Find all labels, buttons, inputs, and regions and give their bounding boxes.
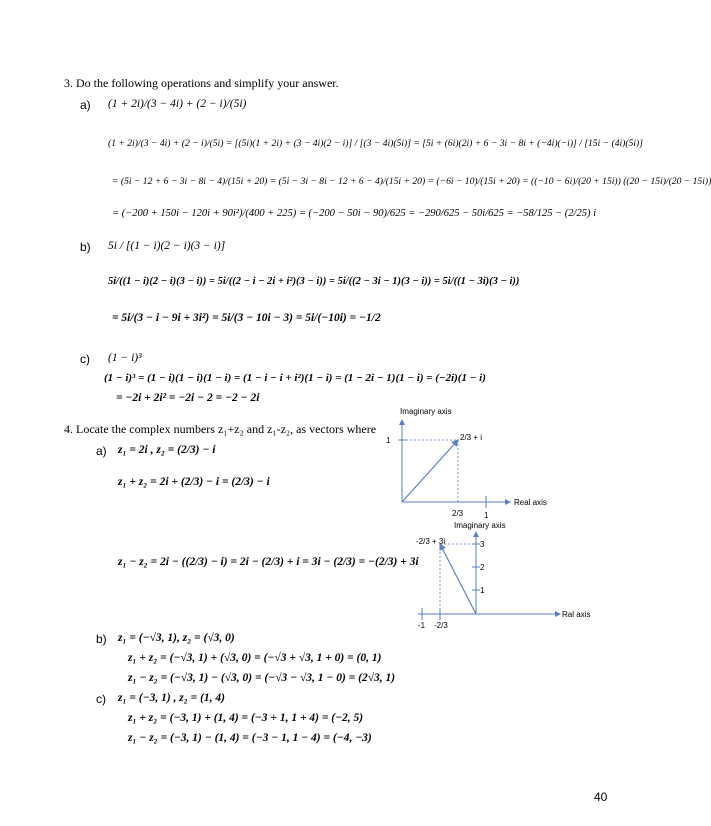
problem-3c-line-3: = −2i + 2i² = −2i − 2 = −2 − 2i xyxy=(116,392,260,404)
problem-3b-line-2: 5i/((1 − i)(2 − i)(3 − i)) = 5i/((2 − i − 2i + i²)(3 − i)) = 5i/((2 − 3i − 1)(3 − i)) = 5i/((1 − 3i)(3 − i)) xyxy=(108,276,520,287)
problem-4a-line-3: z₁ − z₂ = 2i − ((2/3) − i) = 2i − (2/3) + i = 3i − (2/3) = −(2/3) + 3i xyxy=(118,556,419,568)
graph1-sum-vector xyxy=(402,440,458,502)
problem-4a-line-1: z₁ = 2i , z₂ = (2/3) − i xyxy=(118,444,216,456)
problem-3a-line-1: (1 + 2i)/(3 − 4i) + (2 − i)/(5i) xyxy=(108,98,247,110)
graph2-y-tick-label-0: 3 xyxy=(480,540,485,549)
graph-sum-vector xyxy=(382,402,582,522)
graph1-x-axis-label: Real axis xyxy=(514,498,547,507)
graph1-y-tick-label: 1 xyxy=(386,436,391,445)
graph-difference-vector xyxy=(408,518,598,634)
page-number: 40 xyxy=(594,790,608,804)
problem-4c-line-3: z₁ − z₂ = (−3, 1) − (1, 4) = (−3 − 1, 1 − 4) = (−4, −3) xyxy=(128,732,372,744)
problem-4c-line-2: z₁ + z₂ = (−3, 1) + (1, 4) = (−3 + 1, 1 + 4) = (−2, 5) xyxy=(128,712,364,724)
problem-3c-line-2: (1 − i)³ = (1 − i)(1 − i)(1 − i) = (1 − i − i + i²)(1 − i) = (1 − 2i − 1)(1 − i) = (−2i)(1 − i) xyxy=(104,372,486,384)
problem-4c-line-1: z₁ = (−3, 1) , z₂ = (1, 4) xyxy=(118,692,225,704)
graph2-y-axis-label: Imaginary axis xyxy=(454,521,506,530)
problem-3a-label: a) xyxy=(80,98,91,112)
problem-3b-label: b) xyxy=(80,240,91,254)
problem-4b-label: b) xyxy=(96,632,107,646)
graph1-x-tick-label-1: 1 xyxy=(484,511,489,520)
problem-3b-line-1: 5i / [(1 − i)(2 − i)(3 − i)] xyxy=(108,240,226,252)
problem-3-heading: 3. Do the following operations and simplify your answer. xyxy=(64,76,339,90)
problem-3a-line-3: = (5i − 12 + 6 − 3i − 8i − 4)/(15i + 20) = (5i − 3i − 8i − 12 + 6 − 4)/(15i + 20) = (−6i − 10)/(15i + 20) = ((−10 − 6i)/(20 + 15i)) ((20 − 15i)/(20 − 15i)) xyxy=(112,176,711,187)
problem-4b-line-3: z₁ − z₂ = (−√3, 1) − (√3, 0) = (−√3 − √3, 1 − 0) = (2√3, 1) xyxy=(128,672,396,684)
problem-3c-label: c) xyxy=(80,352,90,366)
graph2-y-tick-label-2: 1 xyxy=(480,586,485,595)
problem-4b-line-2: z₁ + z₂ = (−√3, 1) + (√3, 0) = (−√3 + √3, 1 + 0) = (0, 1) xyxy=(128,652,382,664)
problem-4b-line-1: z₁ = (−√3, 1), z₂ = (√3, 0) xyxy=(118,632,235,644)
problem-4-heading: 4. Locate the complex numbers z₁+z₂ and z₁-z₂, as vectors where xyxy=(64,422,377,436)
graph1-y-axis-label: Imaginary axis xyxy=(400,407,452,416)
graph1-x-tick-label-0: 2/3 xyxy=(452,509,464,518)
graph2-x-axis-label: Ral axis xyxy=(562,610,591,619)
problem-4a-line-2: z₁ + z₂ = 2i + (2/3) − i = (2/3) − i xyxy=(118,476,270,488)
problem-4c-label: c) xyxy=(96,692,106,706)
graph2-point-label: -2/3 + 3i xyxy=(416,537,446,546)
problem-4a-label: a) xyxy=(96,444,107,458)
problem-3c-line-1: (1 − i)³ xyxy=(108,352,142,364)
problem-3b-line-3: = 5i/(3 − i − 9i + 3i²) = 5i/(3 − 10i − 3) = 5i/(−10i) = −1/2 xyxy=(112,312,381,324)
problem-3a-line-4: = (−200 + 150i − 120i + 90i²)/(400 + 225) = (−200 − 50i − 90)/625 = −290/625 − 50i/625 = −58/125 − (2/25) i xyxy=(112,208,596,219)
graph2-x-tick-label-0: -1 xyxy=(418,621,426,630)
graph2-difference-vector xyxy=(440,544,476,614)
graph1-point-label: 2/3 + i xyxy=(460,433,483,442)
graph2-y-tick-label-1: 2 xyxy=(480,563,485,572)
graph2-x-tick-label-1: -2/3 xyxy=(434,621,448,630)
problem-3a-line-2: (1 + 2i)/(3 − 4i) + (2 − i)/(5i) = [(5i)(1 + 2i) + (3 − 4i)(2 − i)] / [(3 − 4i)(5i)] = [5i + (6i)(2i) + 6 − 3i − 8i + (−4i)(−i)] / [15i − (4i)(5i)] xyxy=(108,138,643,149)
